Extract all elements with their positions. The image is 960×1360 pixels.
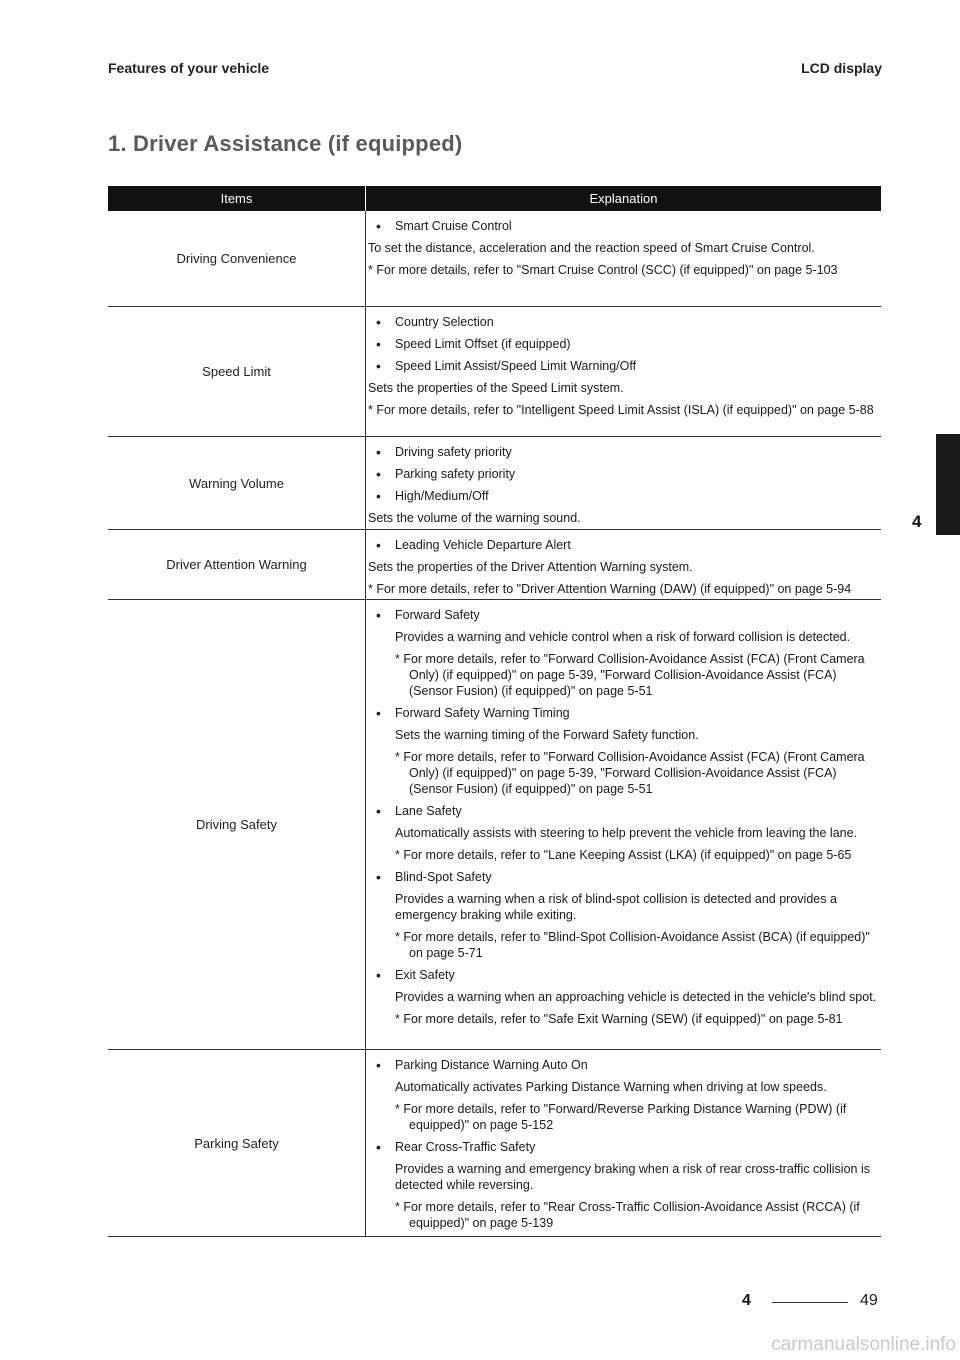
description-text: Provides a warning and vehicle control when a risk of forward collision is detected. (395, 630, 851, 644)
bullet-item: • Driving safety priority (368, 444, 881, 460)
description-text: Sets the properties of the Driver Attention Warning system. (368, 560, 693, 574)
table-row (108, 530, 881, 600)
bullet-item: • Exit Safety (368, 967, 881, 983)
description-text: Sets the warning timing of the Forward Safety function. (395, 728, 699, 742)
item-cell: Driver Attention Warning (108, 530, 366, 599)
bullet-item: • Speed Limit Assist/Speed Limit Warning/Off (368, 358, 881, 374)
reference-note: * For more details, refer to "Driver Attention Warning (DAW) (if equipped)" on page 5-94 (368, 582, 852, 596)
reference-note: * For more details, refer to "Safe Exit Warning (SEW) (if equipped)" on page 5-81 (395, 1012, 843, 1026)
description-text: To set the distance, acceleration and the reaction speed of Smart Cruise Control. (368, 241, 815, 255)
description-text: Automatically activates Parking Distance Warning when driving at low speeds. (395, 1080, 827, 1094)
reference-note: * For more details, refer to "Lane Keeping Assist (LKA) (if equipped)" on page 5-65 (395, 848, 852, 862)
item-cell: Speed Limit (108, 307, 366, 436)
reference-note: * For more details, refer to "Blind-Spot Collision-Avoidance Assist (BCA) (if equipped)" on page 5-71 (395, 930, 870, 960)
item-cell: Warning Volume (108, 437, 366, 529)
column-header-items: Items (108, 186, 366, 211)
explanation-cell (366, 530, 881, 599)
bullet-item: • High/Medium/Off (368, 488, 881, 504)
table-row (108, 600, 881, 1050)
explanation-cell (366, 1050, 881, 1236)
table-header (108, 186, 881, 211)
reference-note: * For more details, refer to "Smart Cruise Control (SCC) (if equipped)" on page 5-103 (368, 263, 838, 277)
watermark: carmanualsonline.info (771, 1334, 956, 1355)
page-number: 49 (860, 1292, 878, 1309)
chapter-tab (936, 434, 960, 535)
item-cell: Driving Convenience (108, 211, 366, 306)
item-cell: Driving Safety (108, 600, 366, 1049)
settings-table (108, 186, 881, 1237)
reference-note: * For more details, refer to "Forward/Reverse Parking Distance Warning (PDW) (if equipped)" on page 5-152 (395, 1102, 847, 1132)
bullet-item: • Forward Safety Warning Timing (368, 705, 881, 721)
description-text: Provides a warning when a risk of blind-spot collision is detected and provides a emergency braking while exiting. (395, 892, 837, 922)
table-row (108, 437, 881, 530)
description-text: Sets the volume of the warning sound. (368, 511, 581, 525)
bullet-item: • Country Selection (368, 314, 881, 330)
explanation-cell (366, 437, 881, 529)
bullet-item: • Parking safety priority (368, 466, 881, 482)
running-header-section: Features of your vehicle (108, 60, 270, 76)
reference-note: * For more details, refer to "Rear Cross-Traffic Collision-Avoidance Assist (RCCA) (if equipped)" on page 5-139 (395, 1200, 860, 1230)
bullet-item: • Blind-Spot Safety (368, 869, 881, 885)
reference-note: * For more details, refer to "Forward Collision-Avoidance Assist (FCA) (Front Camera Only) (if equipped)" on page 5-39, "Forward Collision-Avoidance Assist (FCA) (Sensor Fusion) (if equipped)" on page 5-51 (395, 652, 865, 698)
running-header-topic: LCD display (801, 60, 882, 76)
section-title: 1. Driver Assistance (if equipped) (108, 131, 463, 156)
bullet-item: • Forward Safety (368, 607, 881, 623)
description-text: Provides a warning when an approaching vehicle is detected in the vehicle's blind spot. (395, 990, 877, 1004)
reference-note: * For more details, refer to "Forward Collision-Avoidance Assist (FCA) (Front Camera Only) (if equipped)" on page 5-39, "Forward Collision-Avoidance Assist (FCA) (Sensor Fusion) (if equipped)" on page 5-51 (395, 750, 865, 796)
explanation-cell (366, 211, 881, 306)
description-text: Provides a warning and emergency braking when a risk of rear cross-traffic collision is detected while reversing. (395, 1162, 870, 1192)
reference-note: * For more details, refer to "Intelligent Speed Limit Assist (ISLA) (if equipped)" on page 5-88 (368, 403, 874, 417)
explanation-cell (366, 307, 881, 436)
footer-chapter-number: 4 (742, 1292, 751, 1309)
table-row (108, 1050, 881, 1237)
description-text: Sets the properties of the Speed Limit system. (368, 381, 624, 395)
bullet-item: • Leading Vehicle Departure Alert (368, 537, 881, 553)
bullet-item: • Smart Cruise Control (368, 218, 881, 234)
item-cell: Parking Safety (108, 1050, 366, 1236)
column-header-explanation: Explanation (589, 191, 658, 206)
bullet-item: • Lane Safety (368, 803, 881, 819)
bullet-item: • Parking Distance Warning Auto On (368, 1057, 881, 1073)
explanation-cell (366, 600, 881, 1049)
bullet-item: • Speed Limit Offset (if equipped) (368, 336, 881, 352)
table-row (108, 307, 881, 437)
description-text: Automatically assists with steering to help prevent the vehicle from leaving the lane. (395, 826, 858, 840)
bullet-item: • Rear Cross-Traffic Safety (368, 1139, 881, 1155)
footer-divider (772, 1302, 848, 1303)
table-row (108, 211, 881, 307)
chapter-tab-number: 4 (912, 512, 922, 531)
